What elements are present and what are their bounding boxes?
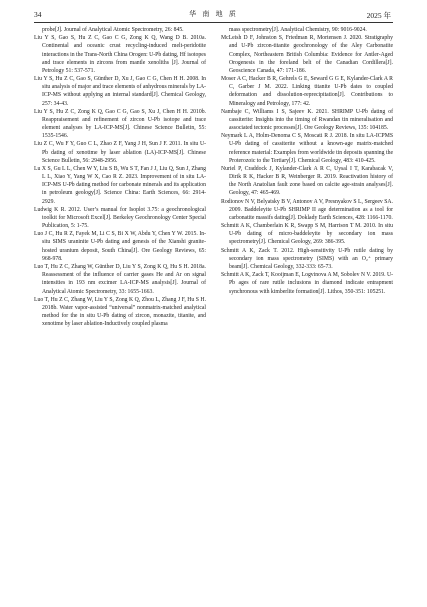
reference-entry: Rodionov N V, Belyatsky B V, Antonov A V, Presnyakov S L, Sergeev SA. 2009. Baddeleyite U-Pb SHRIMP II age determination as a tool for carbonatite massifs dating[J]. Doklady Earth Sciences, 428: 1166-1170. bbox=[221, 198, 393, 221]
reference-entry: Nuriel P, Craddock J, Kylander-Clark A R C, Uysal I T, Karabacak V, Dirik R K, Hacker B R, Weinberger R. 2019. Reactivation history of the North Anatolian fault zone based on calcite age-strain analyses[J]. Geology, 47: 465-469. bbox=[221, 165, 393, 197]
reference-column-left bbox=[34, 26, 206, 328]
reference-entry: Luo T, Hu Z C, Zhang W, Günther D, Liu Y S, Zong K Q, Hu S H. 2018a. Reassessment of the influence of carrier gases He and Ar on signal intensities in 193 nm excimer LA-ICP-MS analysis[J]. Journal of Analytical Atomic Spectrometry, 33: 1655-1663. bbox=[34, 263, 206, 295]
reference-entry: Luo T, Hu Z C, Zhang W, Liu Y S, Zong K Q, Zhou L, Zhang J F, Hu S H. 2018b. Water vapor-assisted “universal” nonmatrix-matched analytical method for the in situ U-Pb dating of zircon, monazite, titanite, and xenotime by laser ablation-Inductively coupled plasma bbox=[34, 296, 206, 328]
reference-entry: Schmitt A K, Zack T. 2012. High-sensitivity U-Pb rutile dating by secondary ion mass spectrometry (SIMS) with an O₂⁺ primary beam[J]. Chemical Geology, 332-333: 65-73. bbox=[221, 247, 393, 270]
page-number: 34 bbox=[34, 10, 42, 19]
header-rule bbox=[34, 22, 393, 23]
journal-year: 2025 年 bbox=[366, 11, 391, 20]
reference-entry: Liu Z C, Wu F Y, Guo C L, Zhao Z F, Yang J H, Sun J F. 2011. In situ U-Pb dating of xenotime by laser ablation (LA)-ICP-MS[J]. Chinese Science Bulletin, 56: 2948-2956. bbox=[34, 141, 206, 164]
reference-entry: mass spectrometry[J]. Analytical Chemistry, 90: 9016-9024. bbox=[229, 27, 367, 33]
reference-entry: Ludwig K R. 2012. User’s manual for Isoplot 3.75: a geochronological toolkit for Microsoft Excel[J]. Berkeley Geochronology Center Special Publication, 5: 1-75. bbox=[34, 206, 206, 230]
reference-entry: Liu Y S, Hu Z C, Gao S, Günther D, Xu J, Gao C G, Chen H H. 2008. In situ analysis of major and trace elements of anhydrous minerals by LA-ICP-MS without applying an internal standard[J]. Chemical Geology, 257: 34-43. bbox=[34, 76, 206, 107]
reference-entry: Neymark L A, Holm-Denoma C S, Moscati R J. 2018. In situ LA-ICPMS U-Pb dating of cassiterite without a known-age matrix-matched reference material: Examples from worldwide tin deposits spanning the Proterozoic to the Tertiary[J]. Chemical Geology, 483: 410-425. bbox=[221, 133, 393, 164]
reference-entry: Moser A C, Hacker B R, Gehrels G E, Seward G G E, Kylander-Clark A R C, Garber J M. 2022. Linking titanite U-Pb dates to coupled deformation and dissolution-reprecipitation[J]. Contributions to Mineralogy and Petrology, 177: 42. bbox=[221, 76, 393, 107]
reference-entry: Luo J C, Hu R Z, Fayek M, Li C S, Bi X W, Abdu Y, Chen Y W. 2015. In-situ SIMS uraninite U-Pb dating and genesis of the Xianshi granite-hosted uranium deposit, South China[J]. Ore Geology Reviews, 65: 968-978. bbox=[34, 231, 206, 262]
reference-entry: Schmitt A K, Zack T, Kooijman E, Logvinova A M, Sobolev N V. 2019. U-Pb ages of rare rutile inclusions in diamond indicate entrapment synchronous with kimberlite formation[J]. Lithos, 350-351: 105251. bbox=[221, 272, 393, 295]
reference-entry: Lu X S, Gu L L, Chen W Y, Liu S B, Wu S T, Fan J J, Liu Q, Sun J, Zhang L L, Xiao Y, Yang W X, Cao R Z. 2023. Improvement of in situ LA-ICP-MS U-Pb dating method for carbonate minerals and its application in petroleum geology[J]. Science China: Earth Sciences, 66: 2914-2929. bbox=[34, 165, 206, 205]
reference-entry: Liu Y S, Gao S, Hu Z C, Gao C G, Zong K Q, Wang D B. 2010a. Continental and oceanic crust recycling-induced melt-peridotite interactions in the Trans-North China Orogen: U-Pb dating, Hf isotopes and trace elements in zircons from mantle xenoliths [J]. Journal of Petrology 51: 537-571. bbox=[34, 35, 206, 74]
reference-entry: Nambaje C, Williams I S, Sajeev K. 2021. SHRIMP U-Pb dating of cassiterite: Insights into the timing of Rwandan tin mineralisation and associated tectonic processes[J]. Ore Geology Reviews, 135: 104185. bbox=[221, 108, 393, 132]
reference-entry: Schmitt A K, Chamberlain K R, Swapp S M, Harrison T M. 2010. In situ U-Pb dating of micro-baddeleyite by secondary ion mass spectrometry[J]. Chemical Geology, 269: 386-395. bbox=[221, 223, 393, 246]
page-header bbox=[0, 0, 427, 24]
reference-entry: Liu Y S, Hu Z C, Zong K Q, Gao C G, Gao S, Xu J, Chen H H. 2010b. Reappraisement and refinement of zircon U-Pb isotope and trace element analyses by LA-ICP-MS[J]. Chinese Science Bulletin, 55: 1535-1546. bbox=[34, 108, 206, 140]
reference-entry: probe[J]. Journal of Analytical Atomic Spectrometry, 26: 845. bbox=[42, 27, 184, 33]
reference-column-right bbox=[221, 26, 393, 296]
journal-title: 华 南 地 质 bbox=[189, 10, 238, 18]
reference-entry: McLeish D F, Johnston S, Friedman R, Mortensen J. 2020. Stratigraphy and U-Pb zircon-titanite geochronology of the Aley Carbonatite Complex, Northeastern British Columbia: Evidence for Antler-Aged Orogenesis in the foreland belt of the Canadian Cordillera[J]. Geoscience Canada, 47: 171-186. bbox=[221, 35, 393, 74]
